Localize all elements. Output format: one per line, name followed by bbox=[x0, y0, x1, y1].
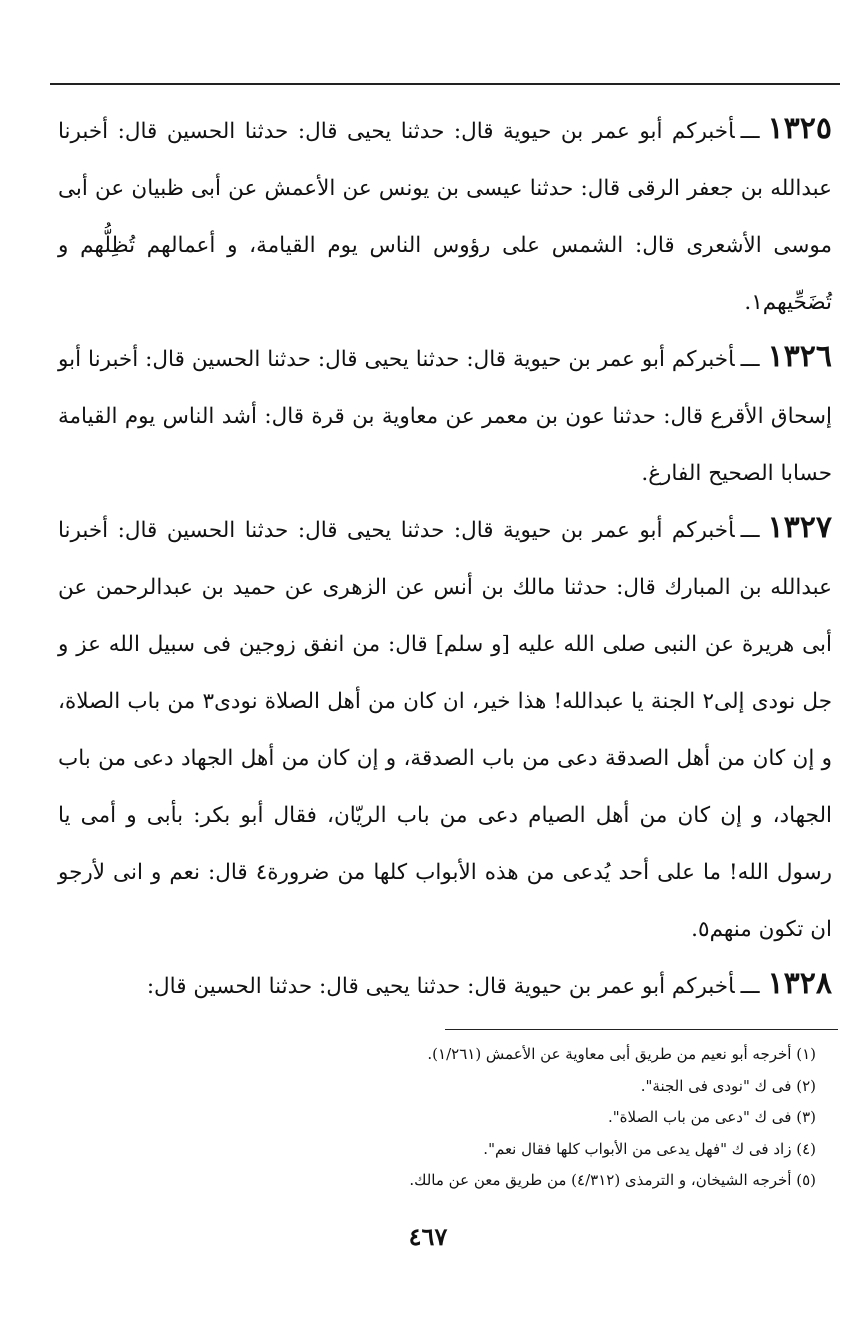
hadith-number: ١٣٢٧ bbox=[767, 510, 832, 545]
dash: ـــ bbox=[740, 974, 760, 999]
footnote-rule bbox=[445, 1029, 838, 1030]
footnote: (٢) فى ك "نودى فى الجنة". bbox=[640, 1076, 816, 1095]
hadith-text: أخبركم أبو عمر بن حيوية قال: حدثنا يحيى قال: حدثنا الحسين قال: أخبرنا عبدالله بن المبارك قال: حدثنا مالك بن أنس عن الزهرى عن حميد بن عبدالرحمن عن أبى هريرة عن النبى صلى الله عليه [و سلم] قال: من انفق زوجين فى سبيل الله عز و جل نودى إلى٢ الجنة يا عبدالله! هذا خير، ان كان من أهل الصلاة نودى٣ من باب الصلاة، و إن كان من أهل الصدقة دعى من باب الصدقة، و إن كان من أهل الجهاد دعى من باب الجهاد، و إن كان من أهل الصيام دعى من باب الريّان، فقال أبو بكر: بأبى و أمى يا رسول الله! ما على أحد يُدعى من هذه الأبواب كلها من ضرورة٤ قال: نعم و انى لأرجو ان تكون منهم٥. bbox=[58, 518, 832, 942]
top-rule bbox=[50, 83, 840, 85]
dash: ـــ bbox=[740, 119, 760, 144]
hadith-text: أخبركم أبو عمر بن حيوية قال: حدثنا يحيى قال: حدثنا الحسين قال: bbox=[146, 974, 735, 999]
page-number: ٤٦٧ bbox=[408, 1222, 448, 1251]
footnotes bbox=[300, 1039, 816, 1197]
footnote: (١) أخرجه أبو نعيم من طريق أبى معاوية عن الأعمش (١/٢٦١). bbox=[427, 1045, 816, 1063]
footnote: (٤) زاد فى ك "فهل يدعى من الأبواب كلها فقال نعم". bbox=[483, 1139, 816, 1158]
hadith-entry bbox=[58, 499, 832, 958]
hadith-entry bbox=[58, 100, 832, 331]
hadith-entry bbox=[58, 328, 832, 502]
hadith-number: ١٣٢٥ bbox=[767, 111, 832, 146]
footnote: (٣) فى ك "دعى من باب الصلاة". bbox=[608, 1108, 816, 1126]
dash: ـــ bbox=[740, 518, 760, 543]
hadith-text: أخبركم أبو عمر بن حيوية قال: حدثنا يحيى قال: حدثنا الحسين قال: أخبرنا أبو إسحاق الأقرع قال: حدثنا عون بن معمر عن معاوية بن قرة قال: أشد الناس يوم القيامة حسابا الصحيح الفارغ. bbox=[58, 347, 832, 486]
hadith-number: ١٣٢٦ bbox=[767, 339, 832, 374]
hadith-number: ١٣٢٨ bbox=[767, 966, 832, 1001]
hadith-text: أخبركم أبو عمر بن حيوية قال: حدثنا يحيى قال: حدثنا الحسين قال: أخبرنا عبدالله بن جعفر الرقى قال: حدثنا عيسى بن يونس عن الأعمش عن أبى ظبيان عن أبى موسى الأشعرى قال: الشمس على رؤوس الناس يوم القيامة، و أعمالهم تُظِلُّهم و تُضَحِّيهم١. bbox=[58, 119, 832, 315]
footnote: (٥) أخرجه الشيخان، و الترمذى (٤/٣١٢) من طريق معن عن مالك. bbox=[409, 1171, 816, 1189]
dash: ـــ bbox=[740, 347, 760, 372]
hadith-entry bbox=[58, 955, 832, 1015]
